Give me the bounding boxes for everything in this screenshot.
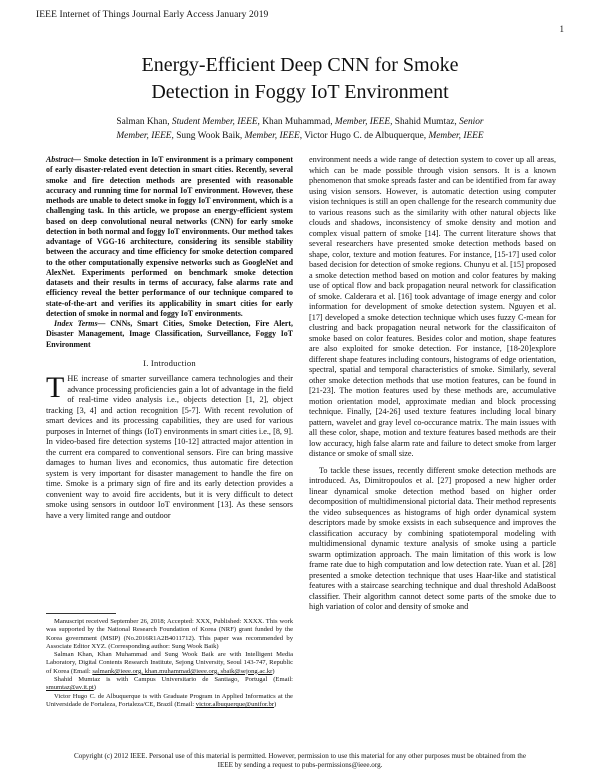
- right-column: [309, 155, 556, 613]
- author-role: Senior: [459, 117, 484, 127]
- author-role: Member, IEEE: [428, 131, 484, 141]
- footnote-rule: [46, 613, 116, 614]
- author-role: Student Member, IEEE,: [171, 117, 260, 127]
- footnote-manuscript: Manuscript received September 26, 2018; Accepted: XXX, Published: XXXX. This work was supported by the National Research Foundation of Korea (NRF) grant funded by the Korea government (MSIP) (No.2016R1A2B4011712). This paper was recommended by Associate Editor XYZ. (Corresponding author: Sung Wook Baik): [46, 618, 293, 650]
- email-link[interactable]: smumtaz@av.it.pt: [46, 684, 94, 692]
- author-name: Sung Wook Baik,: [176, 131, 243, 141]
- body-paragraph: To tackle these issues, recently different smoke detection methods are introduced. As, Dimitropoulos et al. [27] proposed a new higher order linear dynamical smoke detection method based on higher order decomposition of multidimensional pictorial data. Their method represents the video subsequences as histograms of high order dynamical system descriptors made by smoke exsists in each subsequence and improves the classification accuracy by combining spatiotemporal modeling with multidimensional dynamic texture analysis of smoke using a particle swarm optimization approach. The main limitation of this work is low frame rate due to high computation and low detection rate. Yuan et al. [28] presented a smoke detection technique that uses Haar-like and statistical features with a staircase searching technique and dual threshold AdaBoost classifier. Their algorithm cannot detect some parts of the smoke due to high variation of color and density of smoke and: [309, 465, 556, 611]
- author-name: Victor Hugo C. de Albuquerque,: [304, 131, 427, 141]
- footnote-affiliation-1: Salman Khan, Khan Muhammad and Sung Wook Baik are with Intelligent Media Laboratory, Digital Contents Research Institute, Sejong University, Seoul 143-747, Republic of Korea (Email: salmank@ieee.org, khan.muhammad@ieee.org, sbaik@sejong.ac.kr): [46, 651, 293, 675]
- email-link[interactable]: salmank@ieee.org, khan.muhammad@ieee.org, sbaik@sejong.ac.kr: [92, 667, 273, 675]
- left-column: [46, 155, 293, 521]
- body-paragraph: environment needs a wide range of detection system to cover up all areas, which can be made possible through vision sensors. It is a known phenomenon that smoke spreads faster and can be identified from far away using vision sensors. However, is automatic detection using computer vision techniques is still an open challenge for the research community due to various reasons such as the similarity with other natural objects like clouds and shadows, inconsistency of smoke density and motion and complex visual pattern of smoke [14]. The current literature shows that several researchers have presented smoke detection methods based on shape, color, texture and motion features. For instance, [15-17] used color based decision for detection of smoke regions. Chunyu et al. [15] proposed a smoke detection method based on motion and color features by making use of optical flow and back propagation neural network for classification of smoke. Calderara et al. [16] took advantage of image energy and color information for development of smoke detection system. Nguyen et al. [17] developed a smoke detection technique which uses fuzzy C-mean for clustring and back propagation neural network for the classificaiton of smoke based on color features. Besides color and motion, shape features are also exploited for smoke detection. For instance, [18-20]explore different shape features including contours, histograms of edge orientation, spectral, spatial and temporal characteristics of smoke. Similarly, several other smoke detection methods that use motion features, can be found in [21-23]. The motion features used by these methods are, accumulative motion orientation model, approximate median and block processing technique. Finally, [24-26] used texture features including local binary pattern, wavelet and gray level co-occurance matrix. The main issues with all these color, shape, motion and texture features based methods are their low accuracy, high false alarm rate and failure to detect smoke from larger distance or smoke of small size.: [309, 155, 556, 458]
- copyright-line-1: Copyright (c) 2012 IEEE. Personal use of this material is permitted. However, permission to use this material for any other purposes must be obtained from the: [73, 752, 527, 760]
- copyright-line-2: IEEE by sending a request to pubs-permissions@ieee.org.: [217, 761, 383, 769]
- copyright-notice: [40, 752, 560, 770]
- intro-text: HE increase of smarter surveillance camera technologies and their advance processing proficiencies gain a lot of advantage in the field of real-time video analysis i.e., objects detection [1, 2], object tracking [3, 4] and action recognition [5-7]. With recent revolution of smart devices and its processing capabilities, they are used for various purposes in Internet of things (IoT) environments in smart cities i.e., [8, 9]. In video-based fire detection systems [10-12] attracted major attention in the current era compared to conventional sensors. Fire can bring massive damages to human lives and economics, thus automatic fire detection system is very important for disaster management to handle the fire on time. Smoke is a primary sign of fire and its early detection provides a convenient way to avoid fire accidents, but it is very difficult to detect smoke using sensors in outdoor IoT environment [13]. As these sensors have a very limited range and outdoor: [46, 374, 293, 520]
- page-number: 1: [559, 24, 564, 34]
- author-role: Member, IEEE,: [116, 131, 174, 141]
- author-name: Shahid Mumtaz,: [394, 117, 457, 127]
- section-heading-introduction: I. Introduction: [143, 357, 196, 368]
- drop-cap: T: [46, 371, 65, 405]
- author-role: Member, IEEE,: [244, 131, 303, 141]
- author-name: Salman Khan,: [116, 117, 170, 127]
- email-link[interactable]: victor.albuquerque@unifor.br: [195, 700, 274, 708]
- author-role: Member, IEEE,: [334, 117, 393, 127]
- abstract: [46, 155, 293, 319]
- abstract-label: Abstract—: [46, 155, 82, 164]
- paper-title: [60, 52, 540, 106]
- author-line-2: [50, 129, 550, 143]
- footnote-affiliation-2: Shahid Mumtaz is with Campus Universitario de Santiago, Portugal (Email: smumtaz@av.it.pt): [46, 676, 293, 692]
- footnote-affiliation-3: Victor Hugo C. de Albuquerque is with Graduate Program in Applied Informatics at the Universidade de Fortaleza, Fortaleza/CE, Brazil (Email: victor.albuquerque@unifor.br): [46, 692, 293, 708]
- intro-paragraph: [46, 371, 293, 521]
- index-terms-label: Index Terms—: [54, 319, 106, 328]
- abstract-text: Smoke detection in IoT environment is a primary component of early disaster-related event detection in smart cities. Recently, several smoke and fire detection methods are presented with reasonable accuracy and running time for normal IoT environment. However, these methods are unable to detect smoke in foggy IoT environment, which is a challenging task. In this article, we propose an energy-efficient system based on deep convolutional neural networks (CNN) for early smoke detection in both normal and foggy IoT environments. Our method takes advantage of VGG-16 architecture, considering its sensible stability between the accuracy and time efficiency for smoke detection compared to the other computationally expensive networks such as GoogleNet and AlexNet. Experiments performed on benchmark smoke detection datasets and their results in terms of accuracy, false alarms rate and efficiency reveal the better performance of our technique compared to state-of-the-art and verifies its applicability in smart cities for early detection of smoke in normal and foggy IoT environments.: [46, 155, 293, 318]
- index-terms: [46, 319, 293, 350]
- author-line-1: [50, 115, 550, 129]
- journal-header: IEEE Internet of Things Journal Early Access January 2019: [36, 10, 269, 20]
- footnotes: [46, 613, 293, 709]
- index-terms-text: CNNs, Smart Cities, Smoke Detection, Fire Alert, Disaster Management, Image Classification, Surveillance, Foggy IoT Environment: [46, 319, 293, 349]
- author-name: Khan Muhammad,: [262, 117, 333, 127]
- author-list: [50, 115, 550, 143]
- title-line-1: Energy-Efficient Deep CNN for Smoke: [141, 54, 459, 76]
- title-line-2: Detection in Foggy IoT Environment: [151, 81, 449, 103]
